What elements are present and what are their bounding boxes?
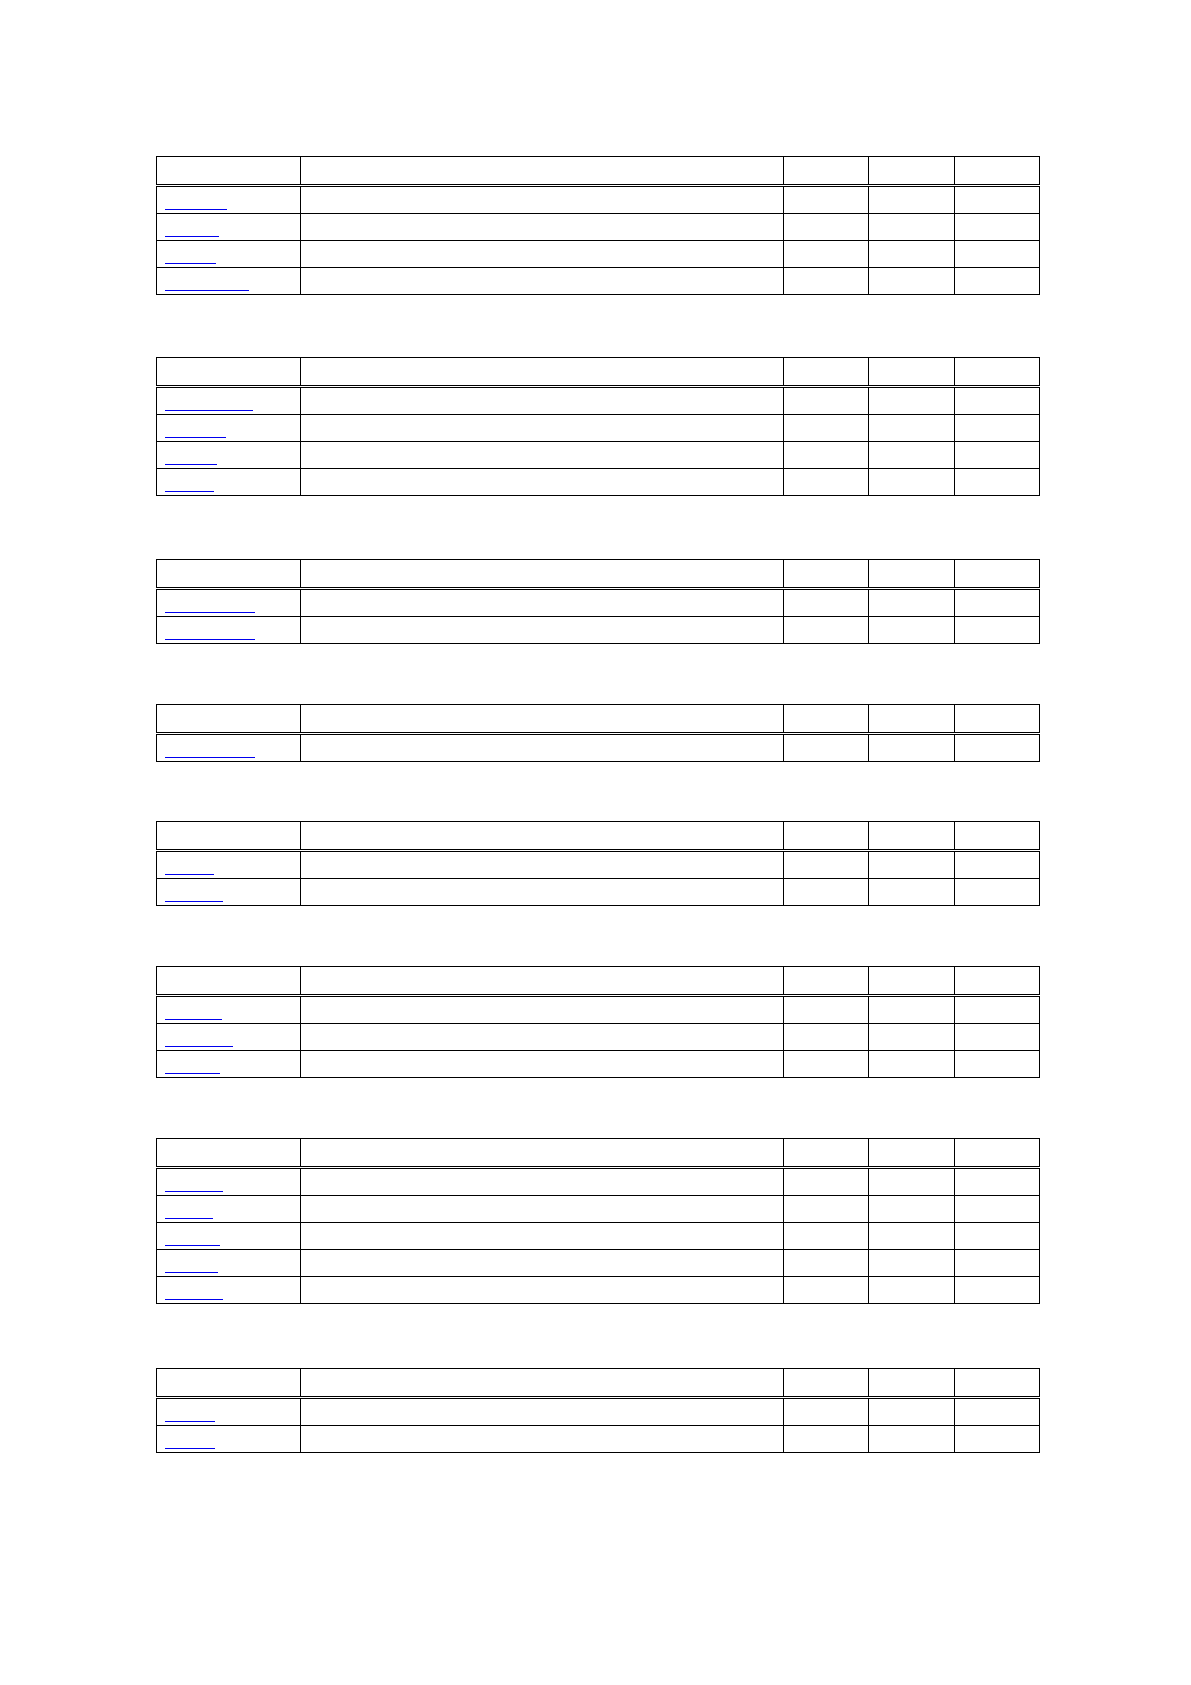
table-cell [301, 1223, 784, 1250]
table-cell [301, 851, 784, 879]
row-link[interactable] [165, 1244, 220, 1246]
table-cell [955, 186, 1040, 214]
header-cell [869, 560, 955, 589]
row-link[interactable] [165, 208, 227, 210]
table-cell [784, 1277, 869, 1304]
table-cell [869, 186, 955, 214]
table-cell [784, 442, 869, 469]
header-cell [157, 967, 301, 996]
table-cell [869, 214, 955, 241]
link-cell [157, 186, 301, 214]
row-link[interactable] [165, 436, 226, 438]
header-cell [869, 1139, 955, 1168]
row-link[interactable] [165, 1271, 218, 1273]
table-cell [784, 1051, 869, 1078]
table-cell [784, 387, 869, 415]
header-cell [784, 157, 869, 186]
header-cell [955, 822, 1040, 851]
row-link[interactable] [165, 900, 223, 902]
table-cell [784, 469, 869, 496]
table-row [157, 268, 1040, 295]
table-cell [784, 1024, 869, 1051]
table-header-row [157, 705, 1040, 734]
data-table-3 [156, 559, 1040, 644]
table-row [157, 1277, 1040, 1304]
table-cell [301, 186, 784, 214]
row-link[interactable] [165, 490, 214, 492]
link-cell [157, 879, 301, 906]
header-cell [784, 358, 869, 387]
link-cell [157, 1426, 301, 1453]
table-cell [955, 1196, 1040, 1223]
row-link[interactable] [165, 409, 253, 411]
table-cell [869, 415, 955, 442]
header-cell [157, 358, 301, 387]
header-cell [157, 1139, 301, 1168]
table-cell [301, 734, 784, 762]
header-cell [301, 1139, 784, 1168]
header-cell [301, 705, 784, 734]
table-cell [301, 214, 784, 241]
data-table-8 [156, 1368, 1040, 1453]
table-cell [784, 1223, 869, 1250]
header-cell [784, 705, 869, 734]
table-cell [869, 851, 955, 879]
header-cell [869, 1369, 955, 1398]
header-cell [157, 1369, 301, 1398]
row-link[interactable] [165, 1217, 213, 1219]
table-header-row [157, 967, 1040, 996]
row-link[interactable] [165, 756, 255, 758]
row-link[interactable] [165, 611, 255, 613]
link-cell [157, 734, 301, 762]
link-cell [157, 1196, 301, 1223]
table-cell [955, 1277, 1040, 1304]
header-cell [157, 157, 301, 186]
table-cell [784, 1398, 869, 1426]
header-cell [784, 1369, 869, 1398]
table-cell [301, 879, 784, 906]
header-cell [955, 1139, 1040, 1168]
link-cell [157, 1277, 301, 1304]
data-table-2 [156, 357, 1040, 496]
link-cell [157, 214, 301, 241]
table-cell [955, 241, 1040, 268]
header-cell [301, 560, 784, 589]
table-cell [784, 734, 869, 762]
table-row [157, 1426, 1040, 1453]
table-cell [784, 241, 869, 268]
header-cell [784, 560, 869, 589]
table-row [157, 469, 1040, 496]
table-cell [869, 268, 955, 295]
table-row [157, 1168, 1040, 1196]
header-cell [301, 358, 784, 387]
table-cell [955, 469, 1040, 496]
table-cell [301, 268, 784, 295]
table-cell [869, 469, 955, 496]
table-cell [869, 589, 955, 617]
table-header-row [157, 358, 1040, 387]
table-cell [784, 589, 869, 617]
table-cell [869, 241, 955, 268]
row-link[interactable] [165, 235, 219, 237]
table-cell [955, 442, 1040, 469]
table-cell [301, 1250, 784, 1277]
table-cell [869, 1196, 955, 1223]
table-cell [301, 387, 784, 415]
table-cell [301, 415, 784, 442]
table-cell [869, 996, 955, 1024]
header-cell [869, 705, 955, 734]
table-cell [301, 996, 784, 1024]
header-cell [955, 358, 1040, 387]
table-cell [301, 1398, 784, 1426]
link-cell [157, 1250, 301, 1277]
table-row [157, 387, 1040, 415]
link-cell [157, 241, 301, 268]
table-cell [869, 1024, 955, 1051]
table-cell [784, 996, 869, 1024]
link-cell [157, 268, 301, 295]
table-cell [955, 996, 1040, 1024]
data-table-5 [156, 821, 1040, 906]
table-cell [301, 1168, 784, 1196]
table-cell [869, 1250, 955, 1277]
table-cell [955, 879, 1040, 906]
table-cell [301, 1196, 784, 1223]
link-cell [157, 1398, 301, 1426]
header-cell [784, 1139, 869, 1168]
table-row [157, 589, 1040, 617]
link-cell [157, 469, 301, 496]
table-cell [869, 1223, 955, 1250]
link-cell [157, 1223, 301, 1250]
table-cell [869, 1051, 955, 1078]
header-cell [955, 157, 1040, 186]
table-row [157, 996, 1040, 1024]
table-cell [955, 268, 1040, 295]
table-cell [784, 214, 869, 241]
link-cell [157, 1051, 301, 1078]
table-cell [784, 617, 869, 644]
table-row [157, 1196, 1040, 1223]
table-cell [784, 879, 869, 906]
table-cell [869, 1168, 955, 1196]
table-cell [301, 589, 784, 617]
table-row [157, 214, 1040, 241]
table-row [157, 1024, 1040, 1051]
table-row [157, 734, 1040, 762]
table-row [157, 1223, 1040, 1250]
link-cell [157, 1168, 301, 1196]
table-cell [955, 415, 1040, 442]
header-cell [301, 967, 784, 996]
table-header-row [157, 560, 1040, 589]
table-header-row [157, 1139, 1040, 1168]
table-cell [869, 1398, 955, 1426]
table-row [157, 851, 1040, 879]
table-cell [955, 617, 1040, 644]
row-link[interactable] [165, 1420, 215, 1422]
table-cell [301, 1277, 784, 1304]
row-link[interactable] [165, 1072, 220, 1074]
table-cell [301, 1426, 784, 1453]
table-cell [955, 1168, 1040, 1196]
table-cell [955, 1223, 1040, 1250]
table-row [157, 879, 1040, 906]
header-cell [157, 705, 301, 734]
header-cell [157, 822, 301, 851]
table-cell [869, 879, 955, 906]
table-cell [869, 617, 955, 644]
link-cell [157, 415, 301, 442]
link-cell [157, 442, 301, 469]
table-cell [869, 734, 955, 762]
table-cell [869, 442, 955, 469]
table-cell [869, 387, 955, 415]
data-table-7 [156, 1138, 1040, 1304]
header-cell [784, 822, 869, 851]
table-cell [955, 1250, 1040, 1277]
header-cell [157, 560, 301, 589]
table-cell [955, 1398, 1040, 1426]
table-row [157, 442, 1040, 469]
table-header-row [157, 822, 1040, 851]
row-link[interactable] [165, 1190, 223, 1192]
table-cell [955, 1024, 1040, 1051]
table-cell [955, 589, 1040, 617]
table-cell [784, 1196, 869, 1223]
link-cell [157, 1024, 301, 1051]
row-link[interactable] [165, 1018, 222, 1020]
table-cell [784, 1426, 869, 1453]
row-link[interactable] [165, 873, 214, 875]
table-cell [784, 186, 869, 214]
table-cell [955, 214, 1040, 241]
header-cell [869, 822, 955, 851]
table-cell [955, 1051, 1040, 1078]
header-cell [955, 1369, 1040, 1398]
table-cell [784, 1168, 869, 1196]
table-cell [784, 268, 869, 295]
link-cell [157, 589, 301, 617]
header-cell [301, 157, 784, 186]
header-cell [301, 1369, 784, 1398]
data-table-4 [156, 704, 1040, 762]
row-link[interactable] [165, 1447, 215, 1449]
table-row [157, 1398, 1040, 1426]
header-cell [869, 358, 955, 387]
table-cell [301, 1051, 784, 1078]
header-cell [955, 560, 1040, 589]
table-cell [955, 734, 1040, 762]
data-table-1 [156, 156, 1040, 295]
table-cell [955, 851, 1040, 879]
header-cell [784, 967, 869, 996]
table-row [157, 617, 1040, 644]
table-row [157, 1250, 1040, 1277]
row-link[interactable] [165, 638, 255, 640]
table-cell [301, 469, 784, 496]
row-link[interactable] [165, 262, 216, 264]
table-cell [784, 851, 869, 879]
data-table-6 [156, 966, 1040, 1078]
table-cell [301, 442, 784, 469]
row-link[interactable] [165, 1045, 233, 1047]
row-link[interactable] [165, 1298, 223, 1300]
header-cell [869, 967, 955, 996]
header-cell [301, 822, 784, 851]
table-row [157, 415, 1040, 442]
table-cell [955, 387, 1040, 415]
table-row [157, 241, 1040, 268]
link-cell [157, 617, 301, 644]
table-cell [869, 1277, 955, 1304]
link-cell [157, 996, 301, 1024]
table-cell [301, 1024, 784, 1051]
table-cell [301, 241, 784, 268]
table-cell [784, 1250, 869, 1277]
table-cell [301, 617, 784, 644]
table-row [157, 1051, 1040, 1078]
link-cell [157, 851, 301, 879]
header-cell [955, 705, 1040, 734]
table-row [157, 186, 1040, 214]
row-link[interactable] [165, 463, 217, 465]
table-cell [955, 1426, 1040, 1453]
header-cell [955, 967, 1040, 996]
table-header-row [157, 1369, 1040, 1398]
header-cell [869, 157, 955, 186]
link-cell [157, 387, 301, 415]
row-link[interactable] [165, 289, 249, 291]
table-header-row [157, 157, 1040, 186]
table-cell [869, 1426, 955, 1453]
table-cell [784, 415, 869, 442]
